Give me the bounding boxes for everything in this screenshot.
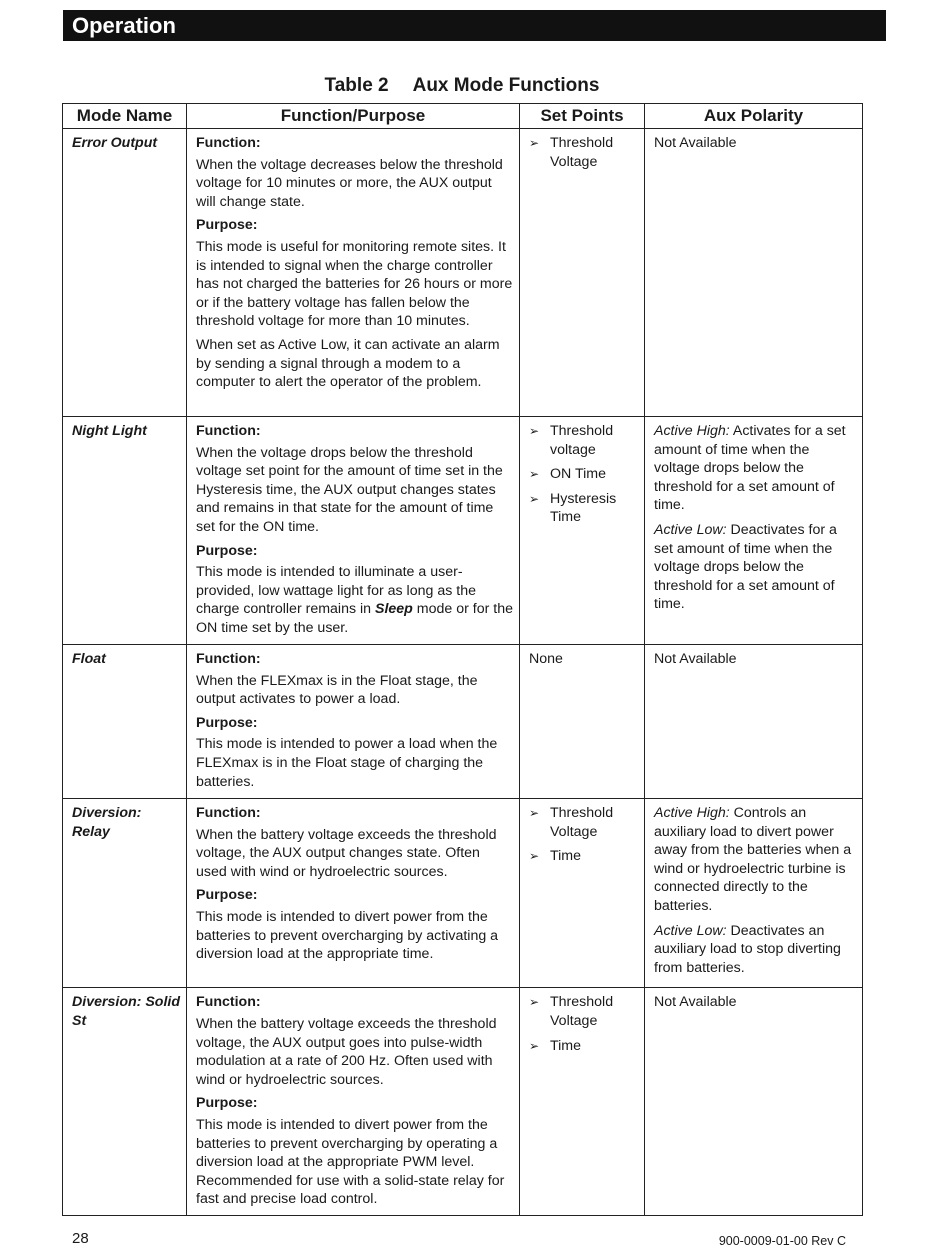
- set-point-item: [529, 422, 638, 459]
- page-number: 28: [72, 1230, 89, 1247]
- function-purpose-cell: [187, 988, 520, 1216]
- aux-polarity-cell: [645, 417, 863, 645]
- table-row: [63, 799, 863, 988]
- aux-polarity-cell: Not Available: [645, 129, 863, 417]
- active-low-text: Deactivates for a set amount of time when the voltage drops below the threshold for a set amount of time.: [654, 521, 837, 613]
- function-label: Function:: [196, 805, 261, 821]
- arrow-bullet-icon: ➢: [529, 491, 540, 506]
- set-point-label: Threshold voltage: [550, 423, 614, 458]
- purpose-label: Purpose:: [196, 887, 258, 904]
- set-point-item: [529, 490, 638, 527]
- set-point-item: [529, 465, 638, 484]
- set-point-label: Hysteresis Time: [550, 490, 617, 526]
- aux-polarity-cell: Not Available: [645, 988, 863, 1216]
- arrow-bullet-icon: ➢: [529, 1038, 540, 1053]
- set-point-label: Threshold Voltage: [550, 805, 614, 840]
- set-point-label: Time: [550, 848, 582, 865]
- active-high-label: Active High:: [654, 423, 730, 439]
- aux-polarity-cell: [645, 799, 863, 988]
- function-text: When the FLEXmax is in the Float stage, the output activates to power a load.: [196, 672, 478, 708]
- active-high-text: Controls an auxiliary load to divert power away from the batteries when a wind or hydroelectric turbine is connected directly to the batteries.: [654, 805, 852, 914]
- set-points-cell: [520, 799, 645, 988]
- active-low-label: Active Low:: [654, 922, 727, 939]
- function-label: Function:: [196, 135, 261, 151]
- mode-name-cell: Night Light: [63, 417, 187, 645]
- set-point-label: Threshold Voltage: [550, 135, 614, 170]
- section-title: Operation: [72, 13, 176, 38]
- active-low-description: [654, 521, 856, 614]
- active-low-text: Deactivates an auxiliary load to stop diverting from batteries.: [654, 922, 841, 976]
- arrow-bullet-icon: ➢: [529, 995, 540, 1010]
- set-point-label: Time: [550, 1037, 582, 1054]
- set-point-item: [529, 134, 638, 171]
- set-point-item: [529, 847, 638, 866]
- mode-name-cell: Diversion: Relay: [63, 799, 187, 988]
- sleep-mode-emphasis: Sleep: [375, 601, 413, 618]
- active-high-description: [654, 804, 856, 916]
- function-label: Function:: [196, 423, 261, 439]
- column-header-set-points: Set Points: [520, 104, 645, 129]
- function-text: When the voltage decreases below the threshold voltage for 10 minutes or more, the AUX output will change state.: [196, 156, 503, 210]
- purpose-text: This mode is useful for monitoring remote sites. It is intended to signal when the charge controller has not charged the batteries for 26 hours or more or if the battery voltage has fallen below the threshold voltage for more than 10 minutes.: [196, 238, 513, 330]
- set-point-item: [529, 1037, 638, 1056]
- function-purpose-cell: [187, 417, 520, 645]
- column-header-aux-polarity: Aux Polarity: [645, 104, 863, 129]
- active-high-text: Activates for a set amount of time when the voltage drops below the threshold for a set amount of time.: [654, 423, 846, 514]
- set-point-item: [529, 993, 638, 1030]
- purpose-label: Purpose:: [196, 1095, 258, 1112]
- set-point-label: Threshold Voltage: [550, 994, 614, 1029]
- mode-name-cell: Diversion: Solid St: [63, 988, 187, 1216]
- active-low-label: Active Low:: [654, 521, 727, 538]
- set-points-cell: [520, 988, 645, 1216]
- purpose-text: This mode is intended to power a load when the FLEXmax is in the Float stage of charging the batteries.: [196, 736, 498, 790]
- mode-name-cell: Float: [63, 645, 187, 799]
- arrow-bullet-icon: ➢: [529, 467, 540, 482]
- purpose-text: This mode is intended to divert power from the batteries to prevent overcharging by activating a diversion load at the appropriate time.: [196, 908, 499, 963]
- function-text: When the battery voltage exceeds the threshold voltage, the AUX output goes into pulse-width modulation at a rate of 200 Hz. Often used with wind or hydroelectric sources.: [196, 1015, 497, 1088]
- table-row: [63, 417, 863, 645]
- active-high-description: [654, 422, 856, 515]
- mode-name-cell: Error Output: [63, 129, 187, 417]
- column-header-mode-name: Mode Name: [63, 104, 187, 129]
- purpose-text: When set as Active Low, it can activate an alarm by sending a signal through a modem to a computer to alert the operator of the problem.: [196, 336, 500, 391]
- purpose-text-start: This mode is intended to illuminate a user-provided, low wattage light for as long as the charge controller remains in: [196, 564, 476, 618]
- function-purpose-cell: [187, 645, 520, 799]
- arrow-bullet-icon: ➢: [529, 136, 540, 150]
- purpose-label: Purpose:: [196, 714, 258, 731]
- table-caption-title: Aux Mode Functions: [412, 75, 600, 96]
- arrow-bullet-icon: ➢: [529, 806, 540, 820]
- set-points-cell: None: [520, 645, 645, 799]
- function-text: When the voltage drops below the threshold voltage set point for the amount of time set in the Hysteresis time, the AUX output changes states and remains in that state for the amount of time set for the ON time.: [196, 444, 503, 535]
- section-header-bar: [63, 10, 886, 41]
- column-header-function-purpose: Function/Purpose: [187, 104, 520, 129]
- set-points-cell: [520, 417, 645, 645]
- aux-mode-table: [62, 103, 863, 1216]
- table-header-row: [63, 104, 863, 129]
- table-row: [63, 645, 863, 799]
- function-label: Function:: [196, 651, 261, 667]
- document-id: 900-0009-01-00 Rev C: [718, 1234, 846, 1248]
- aux-polarity-cell: Not Available: [645, 645, 863, 799]
- function-text: When the battery voltage exceeds the threshold voltage, the AUX output changes state. Often used with wind or hydroelectric sources.: [196, 826, 497, 880]
- active-high-label: Active High:: [654, 805, 730, 821]
- set-point-item: [529, 804, 638, 841]
- purpose-label: Purpose:: [196, 542, 258, 559]
- table-caption: [0, 74, 924, 98]
- purpose-label: Purpose:: [196, 217, 258, 234]
- arrow-bullet-icon: ➢: [529, 849, 540, 864]
- arrow-bullet-icon: ➢: [529, 424, 540, 438]
- purpose-text: [196, 563, 513, 637]
- function-label: Function:: [196, 994, 261, 1011]
- function-purpose-cell: [187, 799, 520, 988]
- set-points-cell: [520, 129, 645, 417]
- function-purpose-cell: [187, 129, 520, 417]
- table-row: [63, 988, 863, 1216]
- set-point-label: ON Time: [550, 466, 606, 483]
- purpose-text-end: mode or for the ON time set by the user.: [196, 601, 514, 636]
- active-low-description: [654, 922, 856, 978]
- table-row: [63, 129, 863, 417]
- purpose-text: This mode is intended to divert power from the batteries to prevent overcharging by operating a diversion load at the appropriate PWM level. Recommended for use with a solid-state relay for fast and precise load control.: [196, 1116, 505, 1208]
- table-caption-number: Table 2: [324, 75, 389, 96]
